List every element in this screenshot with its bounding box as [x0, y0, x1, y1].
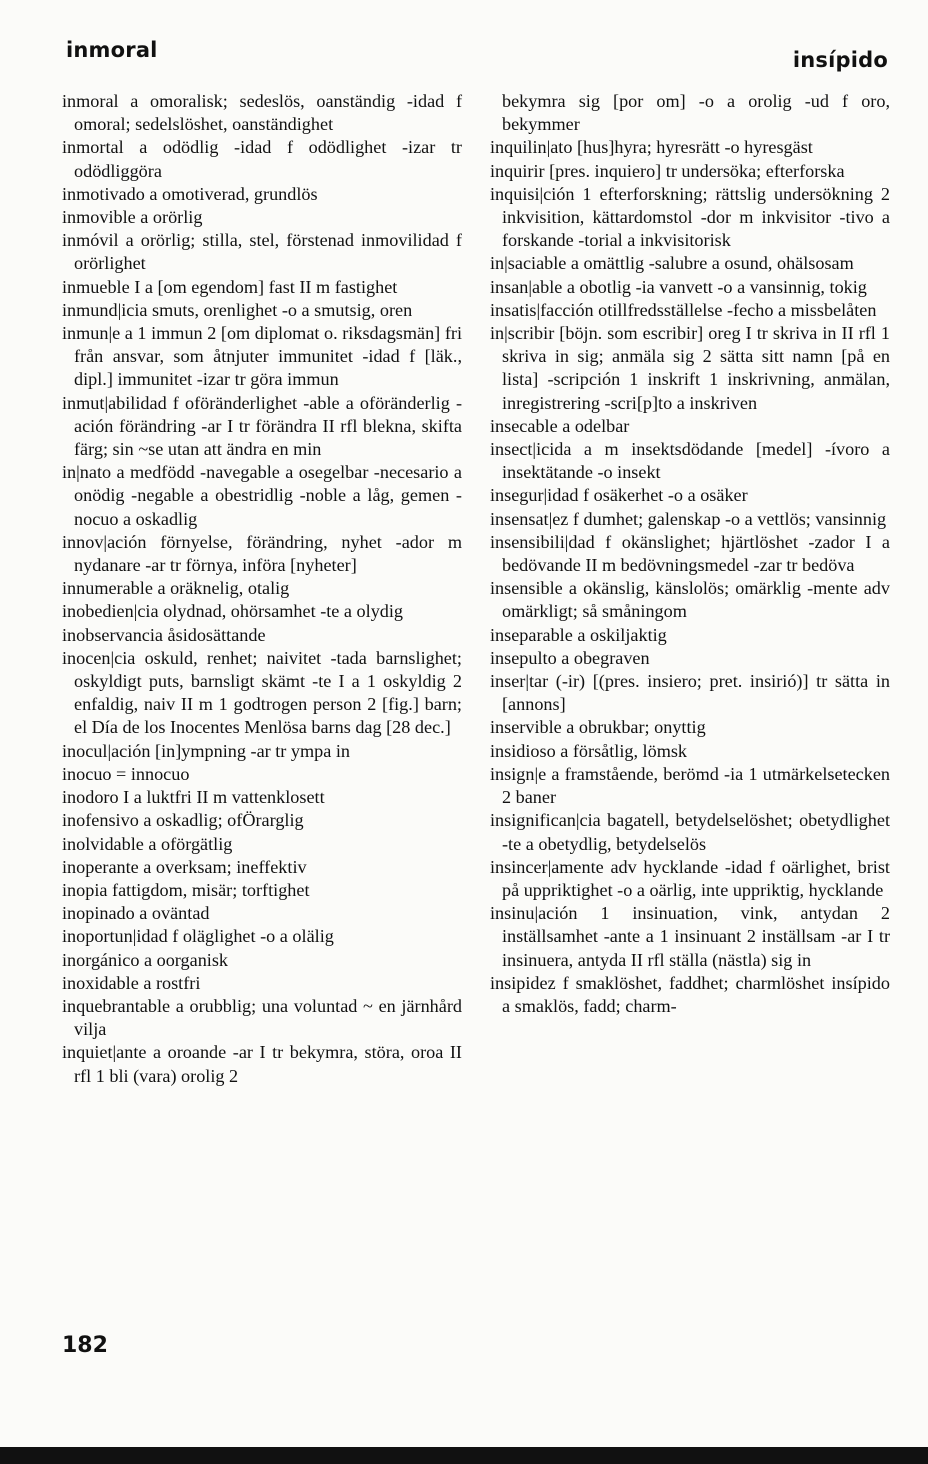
dictionary-entry: inmund|icia smuts, orenlighet -o a smutsig, oren: [62, 299, 413, 320]
dictionary-entry: inquiet|ante a oroande -ar I tr bekymra, störa, oroa II rfl 1 bli (vara) orolig 2: [62, 1042, 462, 1086]
dictionary-entry: inocuo = innocuo: [62, 763, 190, 784]
dictionary-entry: inquisi|ción 1 efterforskning; rättslig undersökning 2 inkvisition, kättardomstol -dor m inkvisitor -tivo a forskande -torial a inkvisitorisk: [490, 183, 890, 251]
dictionary-entry: innumerable a oräknelig, otalig: [62, 578, 290, 599]
dictionary-entry: inopia fattigdom, misär; torftighet: [62, 879, 310, 900]
dictionary-entry: inmovible a orörlig: [62, 207, 203, 228]
dictionary-entry: inocen|cia oskuld, renhet; naivitet -tada barnslighet; oskyldigt puts, barnsligt skämt -te I a 1 oskyldig 2 enfaldig, naiv II m 1 godtrogen person 2 [fig.] barn; el Día de los Inocentes Menlösa barns dag [28 dec.]: [62, 647, 462, 738]
dictionary-entry: inopinado a oväntad: [62, 903, 210, 924]
dictionary-entry: inservible a obrukbar; onyttig: [490, 717, 706, 738]
dictionary-entry: innov|ación förnyelse, förändring, nyhet -ador m nydanare -ar tr förnya, införa [nyheter]: [62, 531, 462, 576]
dictionary-entry: insect|icida a m insektsdödande [medel] -ívoro a insektätande -o insekt: [490, 439, 890, 483]
dictionary-entry: insatis|facción otillfredsställelse -fecho a missbelåten: [490, 299, 877, 320]
dictionary-entry-continued: bekymra sig [por om] -o a orolig -ud f oro, bekymmer: [502, 91, 890, 135]
dictionary-entry: insan|able a obotlig -ia vanvett -o a vansinnig, tokig: [490, 276, 867, 297]
dictionary-entry: in|nato a medfödd -navegable a osegelbar -necesario a onödig -negable a obestridlig -noble a låg, gemen -nocuo a oskadlig: [62, 462, 462, 529]
running-head-left: inmoral: [66, 38, 158, 62]
dictionary-entry: inmueble I a [om egendom] fast II m fastighet: [62, 276, 398, 297]
dictionary-entry: in|scribir [böjn. som escribir] oreg I tr skriva in II rfl 1 skriva in sig; anmäla sig 2 sätta sitt namn [på en lista] -scripción 1 inskrift 1 inskrivning, anmälan, inregistrering -scri[p]to a inskriven: [490, 323, 890, 413]
dictionary-entry: insepulto a obegraven: [490, 647, 650, 668]
dictionary-entry: insensat|ez f dumhet; galenskap -o a vettlös; vansinnig: [490, 508, 887, 529]
dictionary-entry: insignifican|cia bagatell, betydelselöshet; obetydlighet -te a obetydlig, betydelselös: [490, 810, 890, 854]
dictionary-entry: inser|tar (-ir) [(pres. insiero; pret. insirió)] tr sätta in [annons]: [490, 671, 890, 715]
dictionary-entry: inseparable a oskiljaktig: [490, 624, 667, 645]
dictionary-entry: insegur|idad f osäkerhet -o a osäker: [490, 485, 748, 506]
right-column: [490, 90, 890, 1018]
dictionary-entry: inobedien|cia olydnad, ohörsamhet -te a olydig: [62, 601, 404, 622]
dictionary-entry: inodoro I a luktfri II m vattenklosett: [62, 787, 325, 808]
dictionary-entry: insensibili|dad f okänslighet; hjärtlöshet -zador I a bedövande II m bedövningsmedel -zar tr bedöva: [490, 531, 890, 576]
dictionary-entry: inobservancia åsidosättande: [62, 624, 266, 645]
dictionary-entry: inmut|abilidad f oföränderlighet -able a oföränderlig -ación förändring -ar I tr förändra II rfl blekna, skifta färg; sin ~se utan att ändra en min: [62, 392, 462, 460]
dictionary-entry: inoxidable a rostfri: [62, 972, 201, 993]
dictionary-entry: inocul|ación [in]ympning -ar tr ympa in: [62, 740, 350, 761]
dictionary-entry: inmun|e a 1 immun 2 [om diplomat o. riksdagsmän] fri från ansvar, som åtnjuter immunitet -idad f [läk., dipl.] immunitet -izar tr göra immun: [62, 323, 462, 390]
dictionary-entry: insidioso a försåtlig, lömsk: [490, 740, 688, 761]
dictionary-entry: inmortal a odödlig -idad f odödlighet -izar tr odödliggöra: [62, 137, 462, 181]
running-head-right: insípido: [792, 48, 888, 72]
dictionary-entry: inorgánico a oorganisk: [62, 949, 229, 970]
dictionary-entry: inmotivado a omotiverad, grundlös: [62, 183, 318, 204]
page-number: 182: [62, 1333, 108, 1358]
dictionary-entry: insipidez f smaklöshet, faddhet; charmlöshet insípido a smaklös, fadd; charm-: [490, 972, 890, 1016]
dictionary-entry: insinu|ación 1 insinuation, vink, antydan 2 inställsamhet -ante a 1 insinuant 2 inställsam -ar I tr insinuera, antyda II rfl ställa (nästla) sig in: [490, 903, 890, 970]
dictionary-entry: inmóvil a orörlig; stilla, stel, förstenad inmovilidad f orörlighet: [62, 230, 462, 274]
dictionary-entry: inofensivo a oskadlig; ofÖrarglig: [62, 810, 304, 831]
dictionary-entry: inquebrantable a orubblig; una voluntad ~ en järnhård vilja: [62, 995, 462, 1040]
dictionary-entry: insecable a odelbar: [490, 415, 630, 436]
dictionary-entry: inoportun|idad f oläglighet -o a olälig: [62, 926, 334, 947]
dictionary-entry: inquirir [pres. inquiero] tr undersöka; efterforska: [490, 160, 845, 181]
dictionary-entry: in|saciable a omättlig -salubre a osund, ohälsosam: [490, 253, 854, 274]
dictionary-entry: inolvidable a oförgätlig: [62, 833, 233, 854]
dictionary-entry: inquilin|ato [hus]hyra; hyresrätt -o hyresgäst: [490, 137, 813, 158]
dictionary-entry: inmoral a omoralisk; sedeslös, oanständig -idad f omoral; sedelslöshet, oanständighet: [62, 91, 462, 135]
dictionary-entry: insincer|amente adv hycklande -idad f oärlighet, brist på uppriktighet -o a oärlig, inte uppriktig, hycklande: [490, 856, 890, 900]
dictionary-entry: inoperante a overksam; ineffektiv: [62, 856, 307, 877]
dictionary-entry: insign|e a framstående, berömd -ia 1 utmärkelsetecken 2 baner: [490, 763, 890, 808]
dictionary-entry: insensible a okänslig, känslolös; omärklig -mente adv omärkligt; så småningom: [490, 578, 890, 622]
left-column: [62, 90, 462, 1088]
